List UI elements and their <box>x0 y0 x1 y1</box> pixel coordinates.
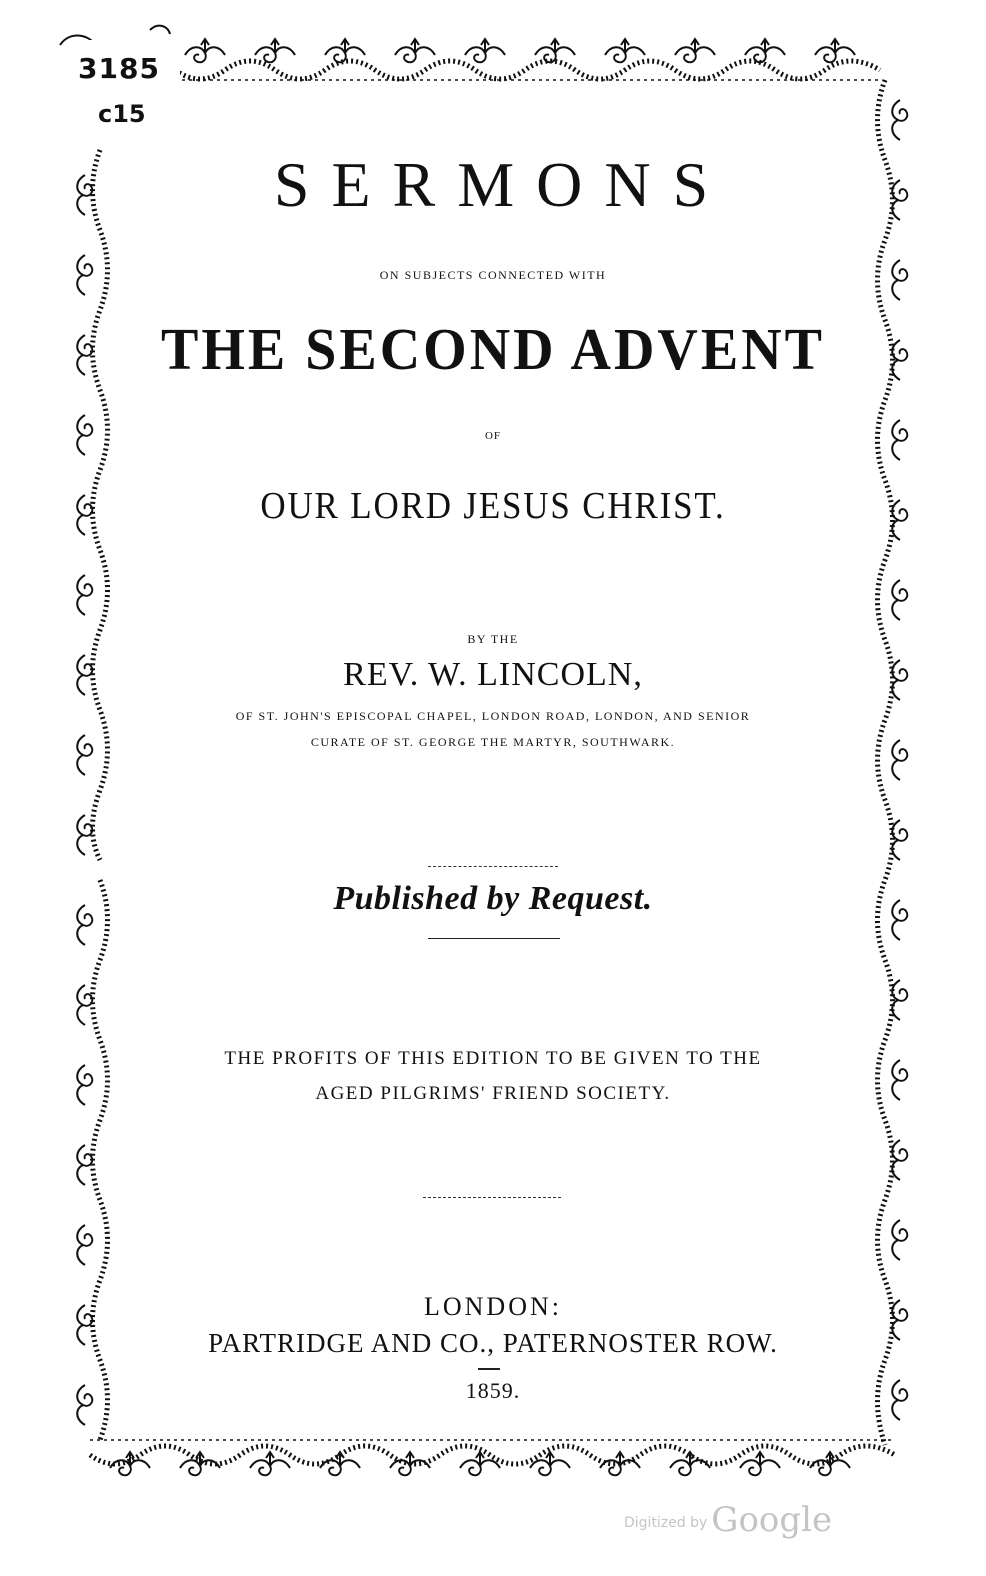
imprint-city: LONDON: <box>424 1292 562 1321</box>
byline-prefix: BY THE <box>467 632 519 646</box>
border-top <box>60 26 880 80</box>
divider-rule <box>423 1197 561 1198</box>
divider-rule <box>428 866 558 867</box>
google-logo: Google <box>711 1500 833 1540</box>
digitization-watermark <box>624 1500 832 1540</box>
profits-note-line1: THE PROFITS OF THIS EDITION TO BE GIVEN TO THE <box>224 1048 762 1069</box>
subheading: OUR LORD JESUS CHRIST. <box>260 485 726 527</box>
request-note: Published by Request. <box>333 880 653 917</box>
author-affiliation-line1: OF ST. JOHN'S EPISCOPAL CHAPEL, LONDON ROAD, LONDON, AND SENIOR <box>235 709 751 723</box>
watermark-prefix: Digitized by <box>624 1515 708 1531</box>
connector-text: OF <box>484 430 502 442</box>
author-affiliation-line2: CURATE OF ST. GEORGE THE MARTYR, SOUTHWARK. <box>310 735 676 749</box>
page-title: SERMONS <box>273 149 731 220</box>
divider-rule <box>478 1368 500 1370</box>
imprint-publisher: PARTRIDGE AND CO., PATERNOSTER ROW. <box>208 1328 778 1358</box>
author-name: REV. W. LINCOLN, <box>343 656 643 693</box>
border-bottom <box>90 1440 895 1475</box>
border-right <box>878 80 908 1445</box>
main-heading: THE SECOND ADVENT <box>160 317 826 383</box>
subtitle: ON SUBJECTS CONNECTED WITH <box>379 268 607 282</box>
divider-rule <box>428 938 560 939</box>
shelf-number: 3185 <box>78 52 160 85</box>
shelf-code: c15 <box>98 100 146 128</box>
imprint-year: 1859. <box>465 1378 521 1403</box>
profits-note-line2: AGED PILGRIMS' FRIEND SOCIETY. <box>315 1083 671 1104</box>
